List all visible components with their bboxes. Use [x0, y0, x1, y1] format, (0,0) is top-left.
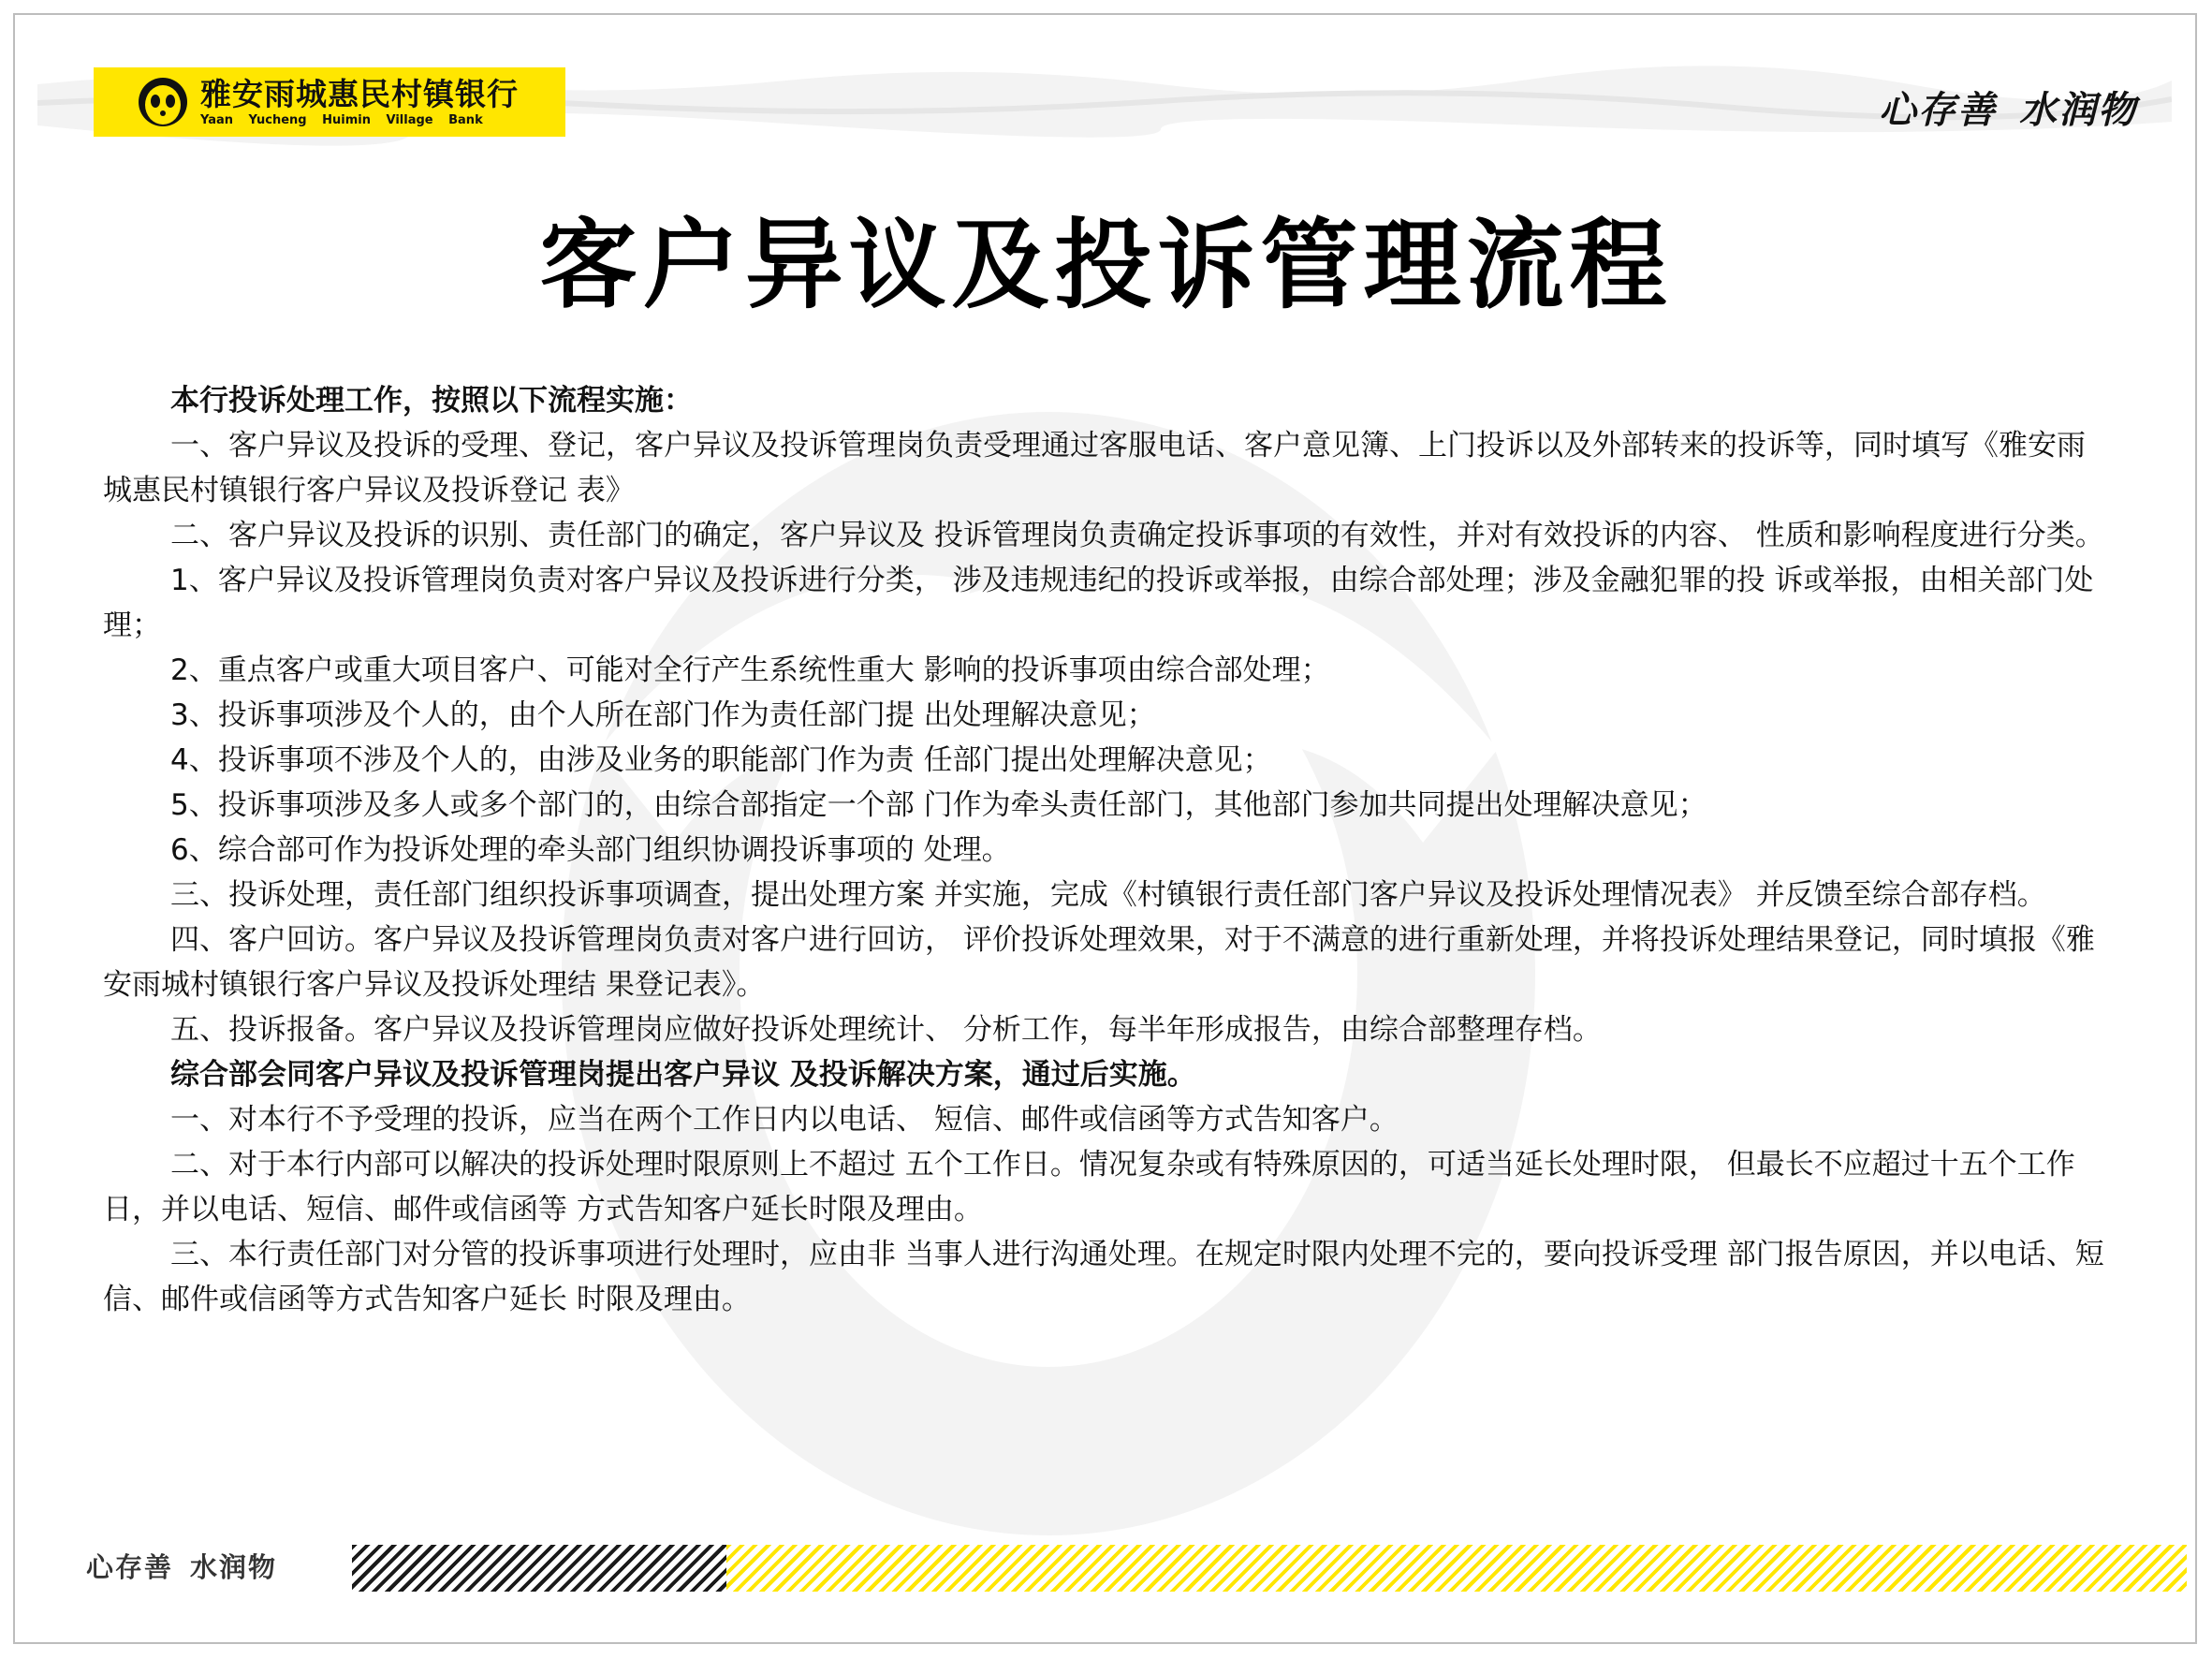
- paragraph: 本行投诉处理工作，按照以下流程实施：: [170, 384, 693, 418]
- paragraph: 三、本行责任部门对分管的投诉事项进行处理时，应由非 当事人进行沟通处理。在规定时限内处理不完的，要向投诉受理 部门报告原因，并以电话、短信、邮件或信函等方式告知客户延长 时限及理由。: [103, 1238, 2104, 1316]
- footer-stripes-dark: [352, 1545, 726, 1592]
- paragraph: 6、综合部可作为投诉处理的牵头部门组织协调投诉事项的 处理。: [170, 833, 1011, 867]
- paragraph: 4、投诉事项不涉及个人的，由涉及业务的职能部门作为责 任部门提出处理解决意见；: [170, 743, 1272, 777]
- paragraph: 二、对于本行内部可以解决的投诉处理时限原则上不超过 五个工作日。情况复杂或有特殊原因的，可适当延长处理时限， 但最长不应超过十五个工作日，并以电话、短信、邮件或信函等 方式告知客户延长时限及理由。: [103, 1148, 2075, 1226]
- footer-stripes-yellow: [726, 1545, 2187, 1592]
- paragraph: 四、客户回访。客户异议及投诉管理岗负责对客户进行回访， 评价投诉处理效果，对于不满意的进行重新处理，并将投诉处理结果登记，同时填报《雅安雨城村镇银行客户异议及投诉处理结 果登记表》。: [103, 923, 2095, 1002]
- paragraph: 五、投诉报备。客户异议及投诉管理岗应做好投诉处理统计、 分析工作，每半年形成报告，由综合部整理存档。: [170, 1013, 1602, 1047]
- header-slogan: [1879, 81, 2137, 134]
- paragraph: 二、客户异议及投诉的识别、责任部门的确定，客户异议及 投诉管理岗负责确定投诉事项的有效性，并对有效投诉的内容、 性质和影响程度进行分类。: [170, 519, 2104, 552]
- body-text: [103, 378, 2111, 1322]
- panda-logo-icon: [137, 76, 189, 128]
- paragraph: 一、对本行不予受理的投诉，应当在两个工作日内以电话、 短信、邮件或信函等方式告知客户。: [170, 1103, 1399, 1137]
- paragraph: 1、客户异议及投诉管理岗负责对客户异议及投诉进行分类， 涉及违规违纪的投诉或举报，由综合部处理；涉及金融犯罪的投 诉或举报，由相关部门处理；: [103, 564, 2094, 642]
- paragraph: 5、投诉事项涉及多人或多个部门的，由综合部指定一个部 门作为牵头责任部门，其他部门参加共同提出处理解决意见；: [170, 788, 1707, 822]
- slogan-part-1: 心存善: [1879, 88, 1997, 132]
- paragraph: 综合部会同客户异议及投诉管理岗提出客户异议 及投诉解决方案，通过后实施。: [170, 1058, 1196, 1092]
- logo-english-name: Yaan Yucheng Huimin Village Bank: [200, 113, 483, 127]
- footer-slogan-part-2: 水润物: [190, 1551, 278, 1583]
- paragraph: 一、客户异议及投诉的受理、登记，客户异议及投诉管理岗负责受理通过客服电话、客户意见簿、上门投诉以及外部转来的投诉等，同时填写《雅安雨城惠民村镇银行客户异议及投诉登记 表》: [103, 429, 2086, 507]
- bank-logo: [94, 67, 565, 137]
- paragraph: 三、投诉处理，责任部门组织投诉事项调查，提出处理方案 并实施，完成《村镇银行责任部门客户异议及投诉处理情况表》 并反馈至综合部存档。: [170, 878, 2046, 912]
- logo-chinese-name: 雅安雨城惠民村镇银行: [200, 76, 519, 112]
- slogan-part-2: 水润物: [2019, 88, 2137, 132]
- footer-slogan: [86, 1547, 277, 1585]
- paragraph: 3、投诉事项涉及个人的，由个人所在部门作为责任部门提 出处理解决意见；: [170, 698, 1156, 732]
- footer-slogan-part-1: 心存善: [86, 1551, 174, 1583]
- logo-text: [200, 76, 519, 128]
- page-title: 客户异议及投诉管理流程: [539, 208, 1673, 322]
- paragraph: 2、重点客户或重大项目客户、可能对全行产生系统性重大 影响的投诉事项由综合部处理；: [170, 653, 1330, 687]
